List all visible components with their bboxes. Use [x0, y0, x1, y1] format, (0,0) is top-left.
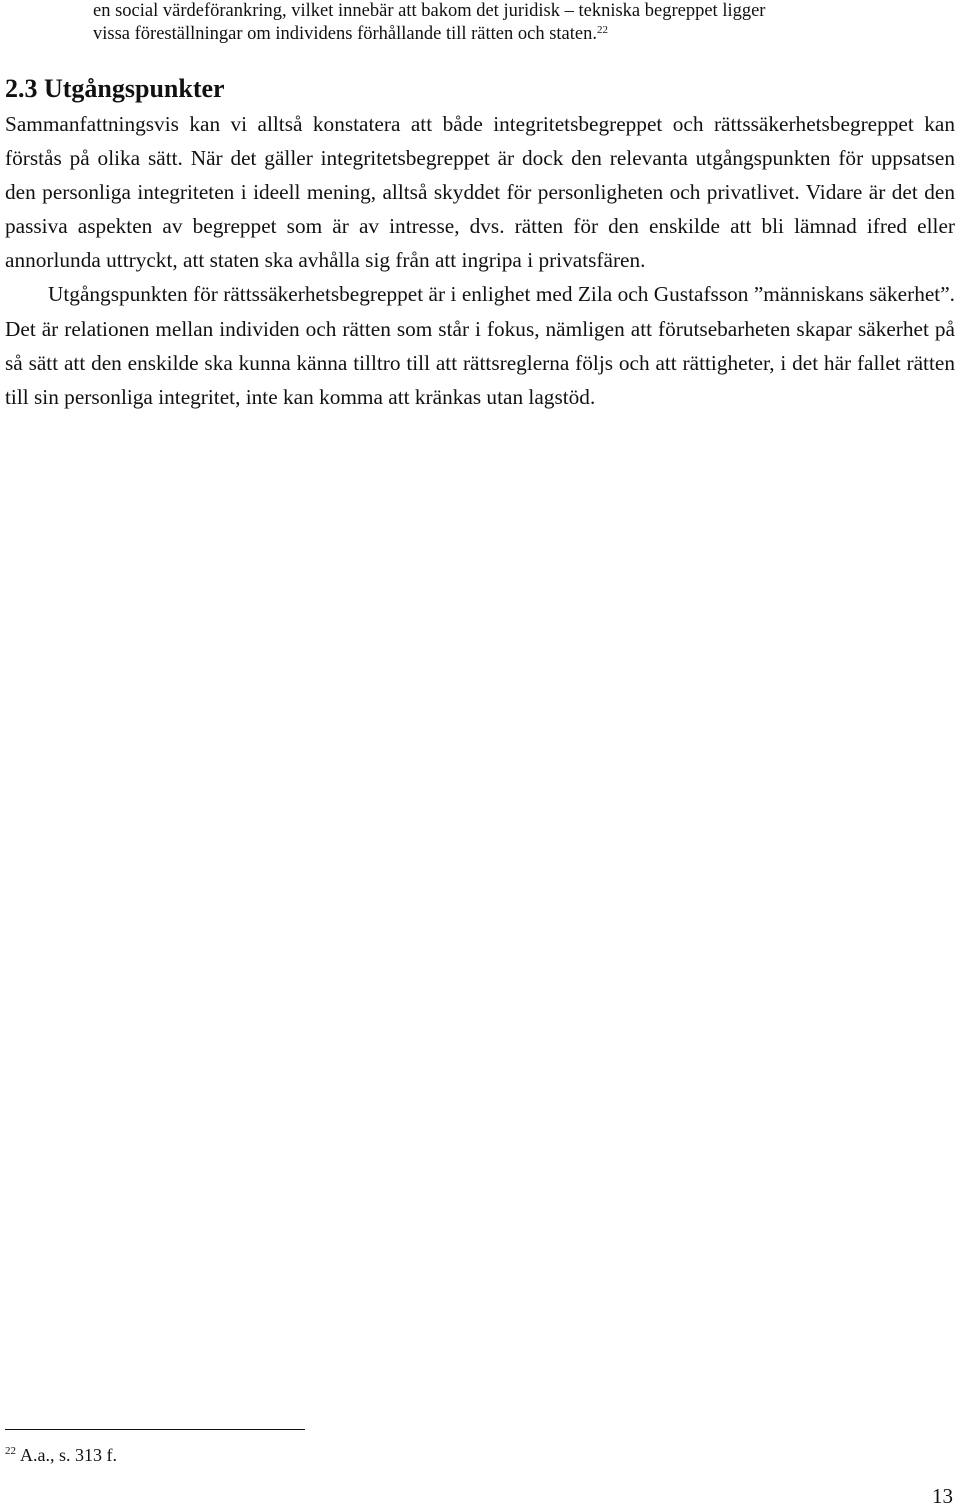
footnote-number: 22 — [5, 1445, 16, 1458]
quote-continuation — [93, 0, 873, 46]
footnote-separator — [5, 1429, 305, 1430]
quote-line-2 — [93, 23, 873, 46]
footnote-reference: 22 — [597, 23, 608, 36]
page-number: 13 — [932, 1484, 953, 1508]
footnote — [5, 1443, 117, 1467]
footnote-text: A.a., s. 313 f. — [20, 1445, 117, 1465]
paragraph-1: Sammanfattningsvis kan vi alltså konstatera att både integritetsbegreppet och rättssäkerhetsbegreppet kan förstås på olika sätt. När det gäller integritetsbegreppet är dock den relevanta utgångspunkten för uppsatsen den personliga integriteten i ideell mening, alltså skyddet för personligheten och privatlivet. Vidare är det den passiva aspekten av begreppet som är av intresse, dvs. rätten för den enskilde att bli lämnad ifred eller annorlunda uttryckt, att staten ska avhålla sig från att ingripa i privatsfären. — [5, 112, 955, 273]
section-body — [5, 107, 955, 414]
quote-line-2-text: vissa föreställningar om individens förhållande till rätten och staten. — [93, 24, 597, 44]
section-heading: 2.3 Utgångspunkter — [5, 74, 225, 103]
quote-line-1: en social värdeförankring, vilket innebär att bakom det juridisk – tekniska begreppet ligger — [93, 1, 766, 21]
paragraph-2: Utgångspunkten för rättssäkerhetsbegreppet är i enlighet med Zila och Gustafsson ”människans säkerhet”. Det är relationen mellan individen och rätten som står i fokus, nämligen att förutsebarheten skapar säkerhet på så sätt att den enskilde ska kunna känna tilltro till att rättsreglerna följs och att rättigheter, i det här fallet rätten till sin personliga integritet, inte kan komma att kränkas utan lagstöd. — [5, 282, 955, 409]
